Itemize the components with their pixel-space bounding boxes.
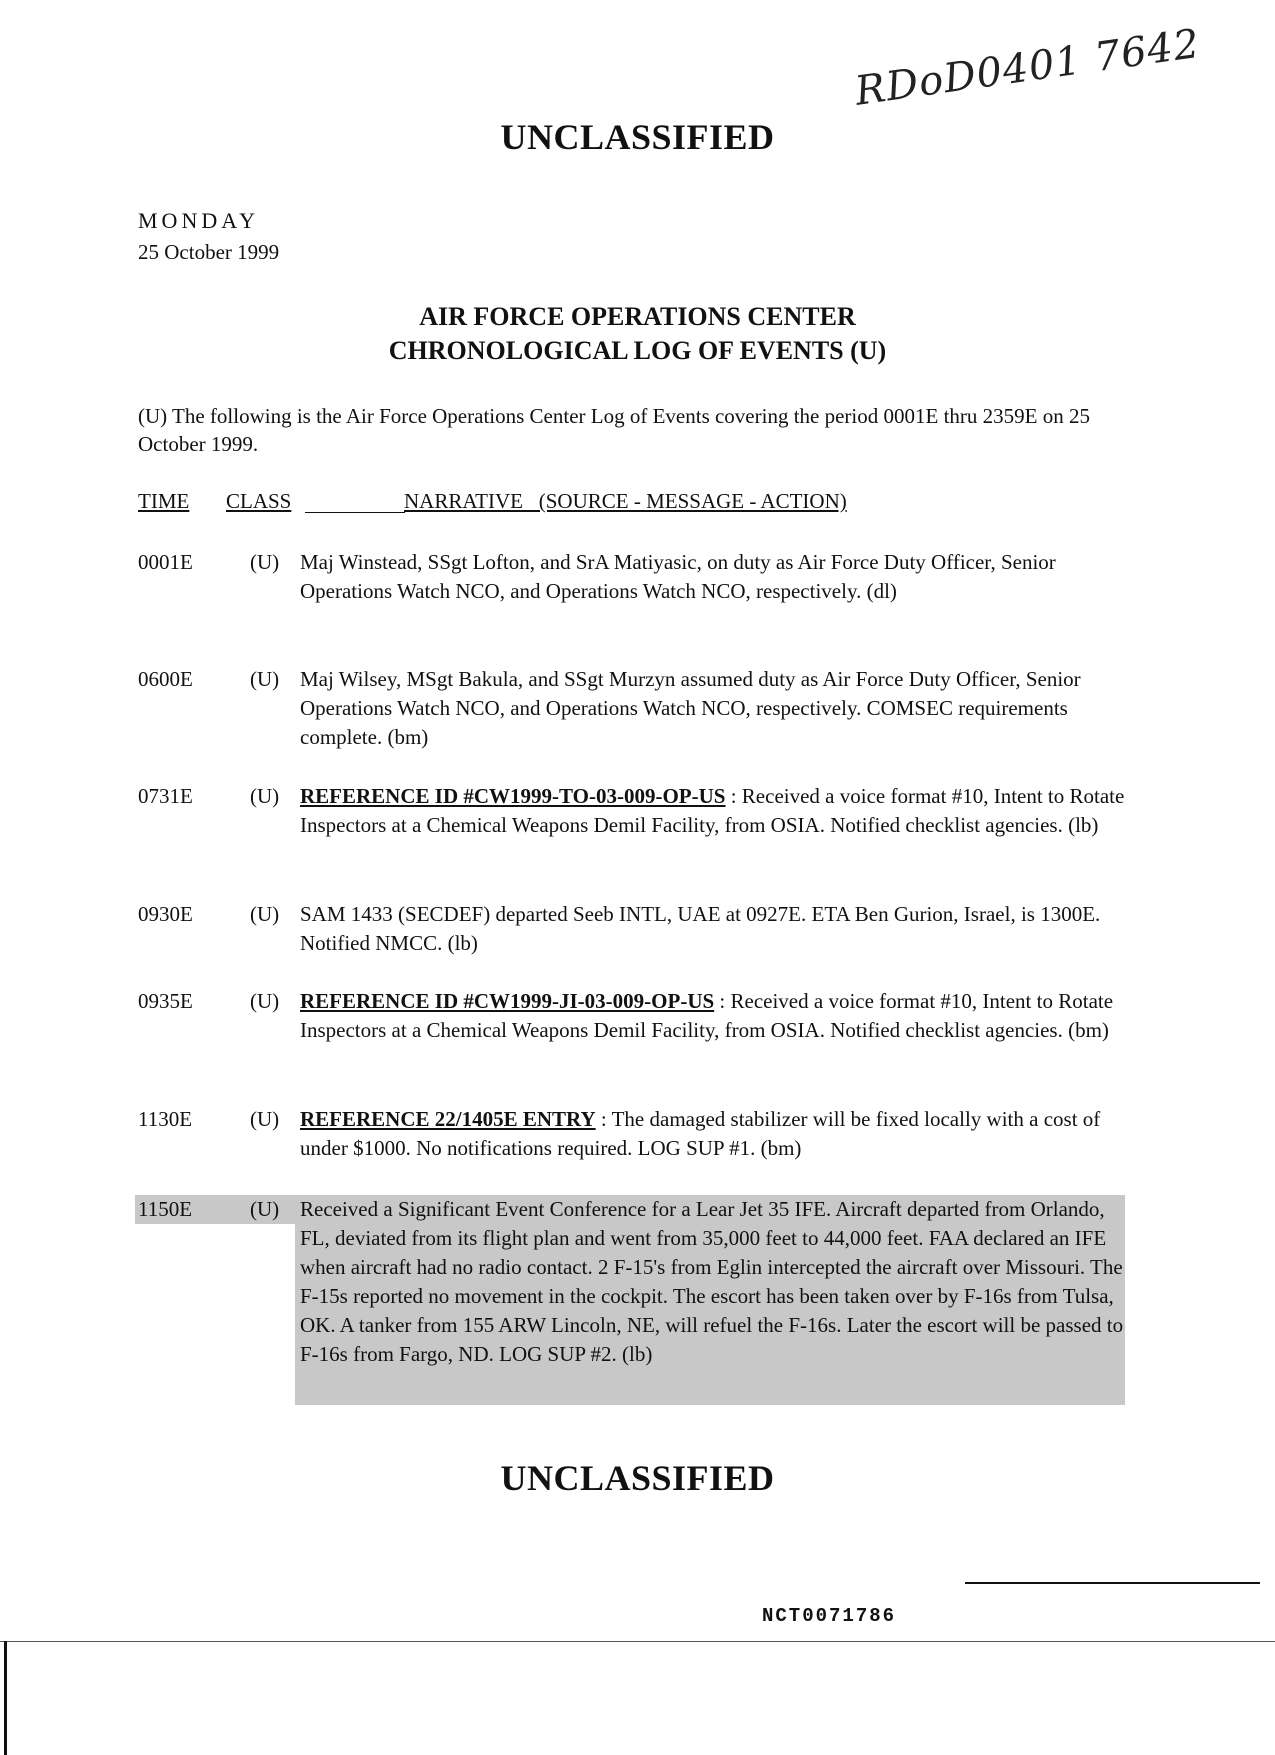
entry-text: : Received a voice format #10, Intent to Rotate Inspectors at a Chemical Weapons Demil Facility, from OSIA. Notified checklist agencies. (lb) xyxy=(300,784,1125,837)
entry-text: Maj Wilsey, MSgt Bakula, and SSgt Murzyn assumed duty as Air Force Duty Officer, Senior Operations Watch NCO, and Operations Watch NCO, respectively. COMSEC requirements complete. (bm) xyxy=(300,667,1081,749)
entry-class: (U) xyxy=(250,1197,280,1221)
entry-class: (U) xyxy=(250,784,280,808)
entry-time: 0930E xyxy=(138,902,193,926)
entry-class: (U) xyxy=(250,1107,280,1131)
entry-reference-id: REFERENCE ID #CW1999-TO-03-009-OP-US xyxy=(300,784,726,808)
entry-text: : The damaged stabilizer will be fixed locally with a cost of under $1000. No notifications required. LOG SUP #1. (bm) xyxy=(300,1107,1101,1160)
entry-class: (U) xyxy=(250,902,280,926)
entry-narrative xyxy=(300,900,1130,958)
handwritten-document-number: RDoD0401 7642 xyxy=(852,20,1203,115)
entry-text: Received a Significant Event Conference for a Lear Jet 35 IFE. Aircraft departed from Orlando, FL, deviated from its flight plan and went from 35,000 feet to 44,000 feet. FAA declared an IFE when aircraft had no radio contact. 2 F-15's from Eglin intercepted the aircraft over Missouri. The F-15s reported no movement in the cockpit. The escort has been taken over by F-16s from Tulsa, OK. A tanker from 155 ARW Lincoln, NE, will refuel the F-16s. Later the escort will be passed to F-16s from Fargo, ND. LOG SUP #2. (lb) xyxy=(300,1197,1124,1366)
column-header-class: CLASS xyxy=(226,489,292,513)
entry-narrative xyxy=(300,1195,1130,1369)
scan-edge-mark xyxy=(4,1641,7,1755)
entry-narrative xyxy=(300,782,1130,840)
page-title-line1: AIR FORCE OPERATIONS CENTER xyxy=(419,302,856,331)
entry-narrative xyxy=(300,548,1100,606)
entry-reference-id: REFERENCE 22/1405E ENTRY xyxy=(300,1107,596,1131)
column-header-underline xyxy=(305,512,405,513)
column-header-time: TIME xyxy=(138,489,190,513)
entry-time: 0731E xyxy=(138,784,193,808)
classification-header: UNCLASSIFIED xyxy=(500,117,775,157)
footer-rule xyxy=(965,1582,1260,1584)
entry-narrative xyxy=(300,665,1110,752)
entry-class: (U) xyxy=(250,550,280,574)
document-id: NCT0071786 xyxy=(762,1605,897,1627)
intro-paragraph: (U) The following is the Air Force Operations Center Log of Events covering the period 0001E thru 2359E on 25 October 1999. xyxy=(138,404,1090,456)
entry-text: SAM 1433 (SECDEF) departed Seeb INTL, UAE at 0927E. ETA Ben Gurion, Israel, is 1300E. Notified NMCC. (lb) xyxy=(300,902,1101,955)
highlight-shading-gap xyxy=(135,1224,295,1405)
entry-time: 0935E xyxy=(138,989,193,1013)
entry-time: 0001E xyxy=(138,550,193,574)
page-title-line2: CHRONOLOGICAL LOG OF EVENTS (U) xyxy=(388,336,887,365)
classification-footer: UNCLASSIFIED xyxy=(500,1458,775,1498)
entry-text: : Received a voice format #10, Intent to Rotate Inspectors at a Chemical Weapons Demil Facility, from OSIA. Notified checklist agencies. (bm) xyxy=(300,989,1114,1042)
entry-class: (U) xyxy=(250,989,280,1013)
entry-class: (U) xyxy=(250,667,280,691)
entry-text: Maj Winstead, SSgt Lofton, and SrA Matiyasic, on duty as Air Force Duty Officer, Senior Operations Watch NCO, and Operations Watch NCO, respectively. (dl) xyxy=(300,550,1056,603)
entry-narrative xyxy=(300,987,1130,1045)
entry-time: 1130E xyxy=(138,1107,193,1131)
entry-reference-id: REFERENCE ID #CW1999-JI-03-009-OP-US xyxy=(300,989,715,1013)
log-date: 25 October 1999 xyxy=(138,240,280,264)
entry-time: 1150E xyxy=(138,1197,193,1221)
day-of-week: MONDAY xyxy=(138,208,259,233)
entry-time: 0600E xyxy=(138,667,193,691)
column-header-narrative: NARRATIVE (SOURCE - MESSAGE - ACTION) xyxy=(404,489,847,513)
page-bottom-rule xyxy=(0,1641,1275,1642)
entry-narrative xyxy=(300,1105,1130,1163)
